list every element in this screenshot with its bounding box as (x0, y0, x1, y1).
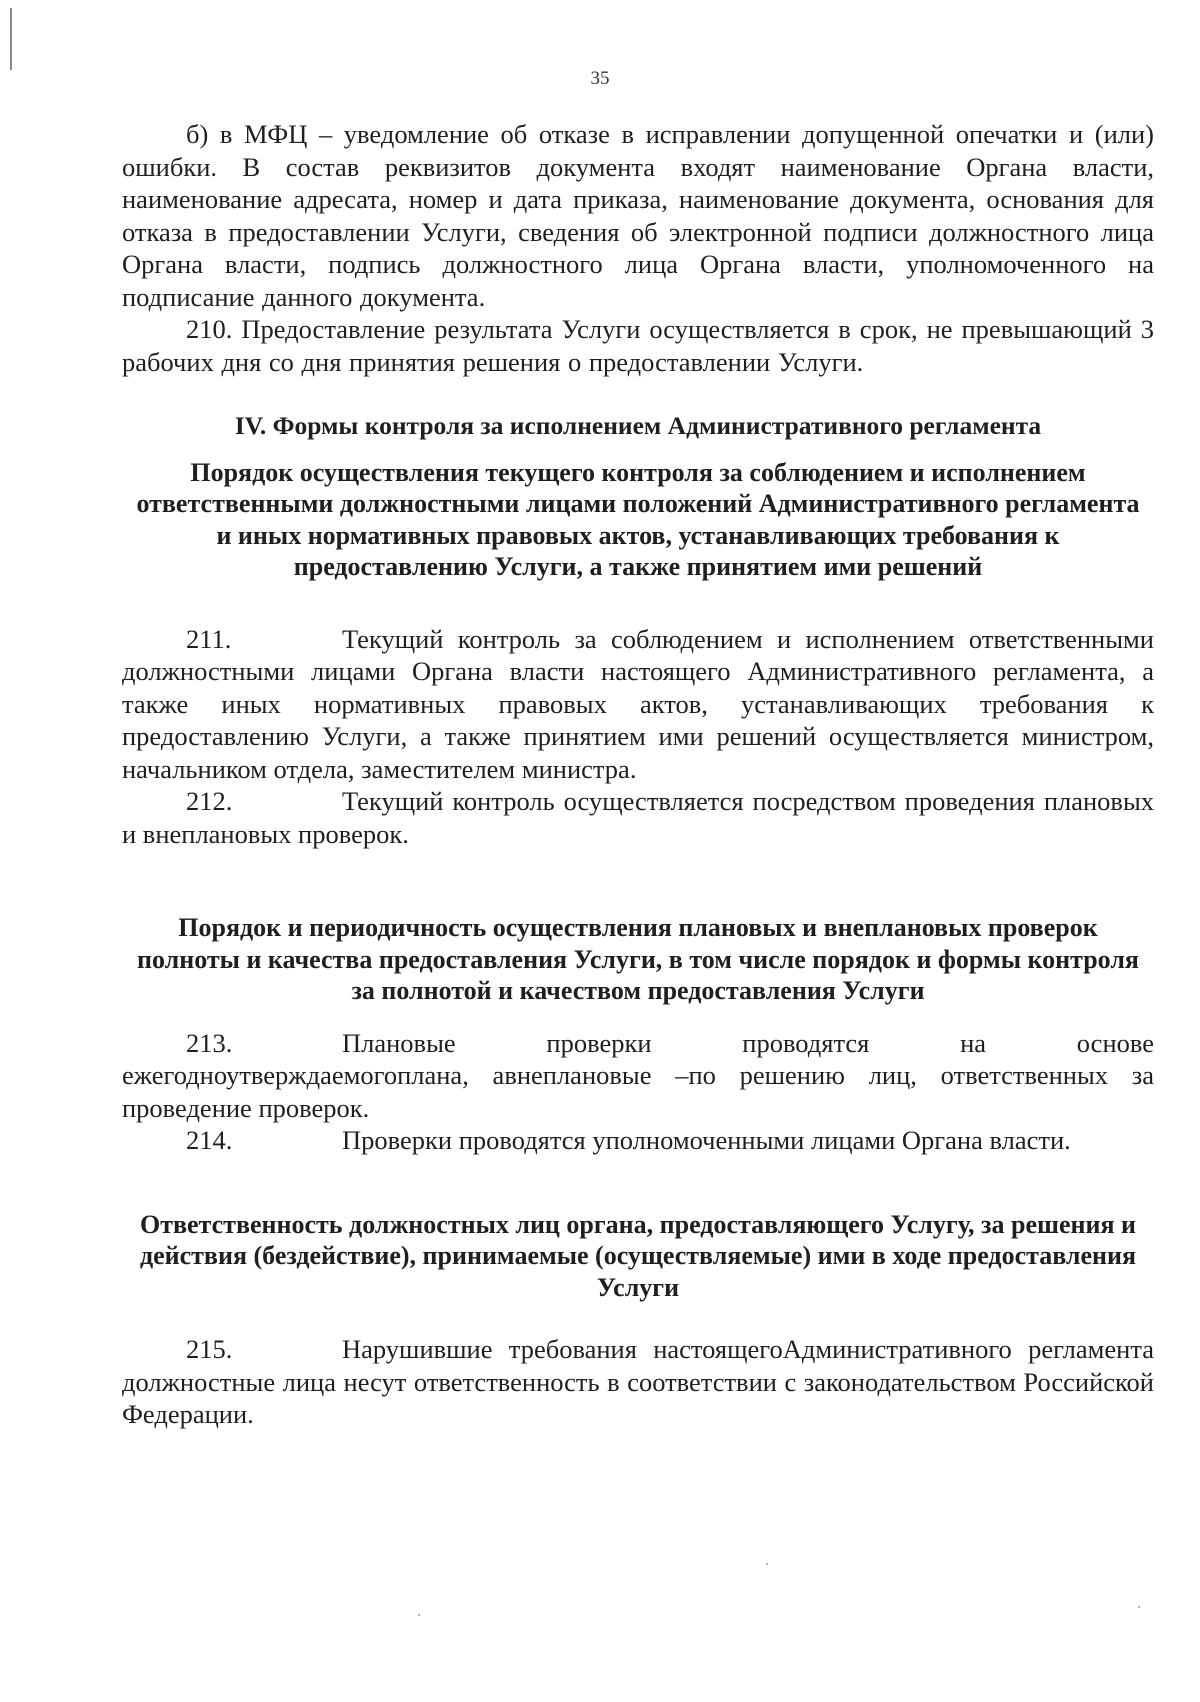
items-block-current-control (122, 623, 1154, 851)
items-block-responsibility (122, 1333, 1154, 1431)
item-212 (122, 785, 1154, 850)
item-text: Текущий контроль за соблюдением и исполнением ответственными должностными лицами Органа власти настоящего Административного регламента, а также иных нормативных правовых актов, устанавливающих требования к предоставлению Услуги, а также принятием ими решений осуществляется министром, начальником отдела, заместителем министра. (122, 623, 1154, 784)
scan-margin-mark (10, 8, 12, 70)
item-number: 212. (186, 786, 233, 816)
item-211 (122, 623, 1154, 786)
subheading-inspections: Порядок и периодичность осуществления плановых и внеплановых проверок полноты и качества предоставления Услуги, в том числе порядок и формы контроля за полнотой и качеством предоставления Услуги (137, 913, 1139, 1005)
item-text: Плановые проверки проводятся на основе ежегодноутверждаемогоплана, авнеплановые –по решению лиц, ответственных за проведение проверок. (122, 1027, 1154, 1123)
item-text: Проверки проводятся уполномоченными лицами Органа власти. (342, 1125, 1071, 1155)
scan-speck (766, 1563, 768, 1565)
document-body (122, 118, 1154, 1431)
item-214 (122, 1124, 1154, 1157)
intro-paragraph: б) в МФЦ – уведомление об отказе в исправлении допущенной опечатки и (или) ошибки. В состав реквизитов документа входят наименование Органа власти, наименование адресата, номер и дата приказа, наименование документа, основания для отказа в предоставлении Услуги, сведения об электронной подписи должностного лица Органа власти, подпись должностного лица Органа власти, уполномоченного на подписание данного документа. (122, 119, 1154, 312)
item-text: Нарушившие требования настоящегоАдминистративного регламента должностные лица несут ответственность в соответствии с законодательством Российской Федерации. (122, 1334, 1154, 1429)
subheading-responsibility: Ответственность должностных лиц органа, предоставляющего Услугу, за решения и действия (бездействие), принимаемые (осуществляемые) ими в ходе предоставления Услуги (139, 1209, 1137, 1302)
scan-speck (1138, 1606, 1140, 1608)
item-number: 214. (186, 1125, 233, 1155)
scan-speck (418, 1614, 420, 1616)
subheading-current-control: Порядок осуществления текущего контроля за соблюдением и исполнением ответственными должностными лицами положений Административного регламента и иных нормативных правовых актов, устанавливающих требования к предоставлению Услуги, а также принятием ими решений (136, 457, 1140, 581)
item-number: 215. (186, 1334, 233, 1364)
item-number: 213. (186, 1027, 233, 1058)
item-210-paragraph: 210. Предоставление результата Услуги осуществляется в срок, не превышающий 3 рабочих дня со дня принятия решения о предоставлении Услуги. (122, 314, 1154, 377)
page-number: 35 (590, 68, 610, 89)
item-213 (122, 1027, 1154, 1125)
item-number: 211. (186, 623, 232, 654)
item-text: Текущий контроль осуществляется посредством проведения плановых и внеплановых проверок. (122, 786, 1154, 849)
item-215 (122, 1333, 1154, 1431)
section-title: IV. Формы контроля за исполнением Административного регламента (234, 411, 1042, 440)
items-block-inspections (122, 1027, 1154, 1157)
